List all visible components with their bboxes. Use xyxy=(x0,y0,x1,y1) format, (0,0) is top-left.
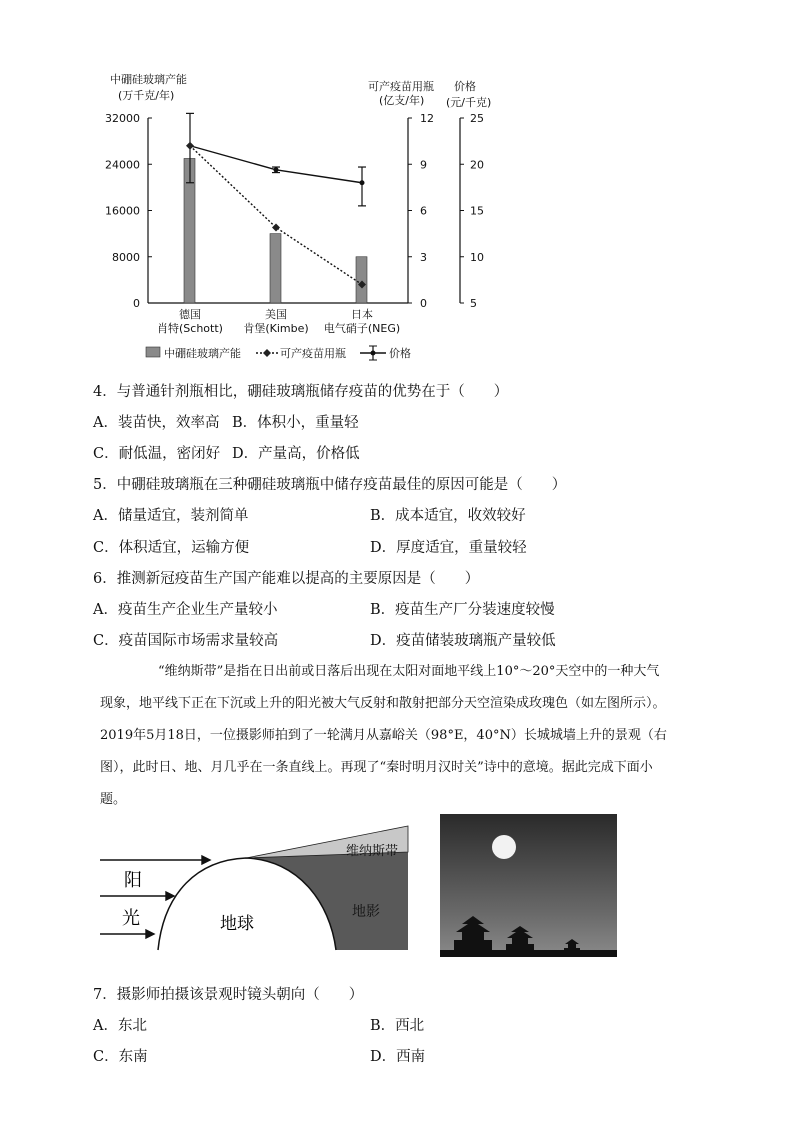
q7-option-c[interactable]: C．东南 xyxy=(93,1049,148,1065)
q7-option-a[interactable]: A．东北 xyxy=(93,1018,147,1034)
right-axis-tick-label: 5 xyxy=(470,297,477,310)
right-axis-tick-label: 10 xyxy=(470,250,484,264)
legend-vial-marker xyxy=(263,349,271,357)
legend-price-marker xyxy=(371,351,376,356)
q6-option-d[interactable]: D．疫苗储装玻璃瓶产量较低 xyxy=(370,633,556,649)
left-axis-tick-label: 16000 xyxy=(105,204,140,218)
sunlight-label-1: 阳 xyxy=(124,870,142,891)
left-axis-tick-label: 8000 xyxy=(112,250,140,264)
category-label-line1: 德国 xyxy=(179,308,201,321)
q7-option-b[interactable]: B．西北 xyxy=(370,1018,425,1034)
capacity-bar xyxy=(270,234,281,303)
q5-option-c[interactable]: C．体积适宜，运输方便 xyxy=(93,540,250,556)
left-axis-tick-label: 24000 xyxy=(105,158,140,172)
right-axis-tick-label: 20 xyxy=(470,158,484,172)
q6-option-c[interactable]: C．疫苗国际市场需求量较高 xyxy=(93,633,279,649)
capacity-chart xyxy=(0,0,794,370)
question-7-stem: 7．摄影师拍摄该景观时镜头朝向（ ） xyxy=(93,987,364,1003)
category-label-line1: 日本 xyxy=(351,308,373,321)
legend-bar-swatch xyxy=(146,347,160,357)
legend-bar-label: 中硼硅玻璃产能 xyxy=(164,347,241,360)
moon-photo xyxy=(440,814,617,957)
mid-axis-tick-label: 3 xyxy=(420,250,427,264)
right-axis-tick-label: 15 xyxy=(470,204,484,218)
right-axis-tick-label: 25 xyxy=(470,112,484,125)
earth-label: 地球 xyxy=(220,914,254,934)
q4-option-b[interactable]: B．体积小，重量轻 xyxy=(232,415,359,431)
category-label-line1: 美国 xyxy=(265,308,287,321)
sunlight-label-2: 光 xyxy=(122,908,140,929)
mid-axis-unit: (亿支/年) xyxy=(379,94,425,107)
q4-option-d[interactable]: D．产量高，价格低 xyxy=(232,446,360,462)
left-axis-tick-label: 32000 xyxy=(105,112,140,125)
vial-point xyxy=(186,142,194,150)
mid-axis-tick-label: 9 xyxy=(420,158,427,172)
q5-option-d[interactable]: D．厚度适宜，重量较轻 xyxy=(370,540,527,556)
legend-vial-label: 可产疫苗用瓶 xyxy=(280,347,346,360)
right-axis-unit: (元/千克) xyxy=(446,96,492,109)
passage-text xyxy=(100,656,670,816)
question-5-stem: 5．中硼硅玻璃瓶在三种硼硅玻璃瓶中储存疫苗最佳的原因可能是（ ） xyxy=(93,477,567,493)
mid-axis-tick-label: 12 xyxy=(420,112,434,125)
price-point xyxy=(360,180,365,185)
venus-belt-diagram xyxy=(98,822,412,956)
q4-option-a[interactable]: A．装苗快，效率高 xyxy=(93,415,220,431)
mid-axis-label: 可产疫苗用瓶 xyxy=(368,80,434,93)
q6-option-a[interactable]: A．疫苗生产企业生产量较小 xyxy=(93,602,278,618)
passage: “维纳斯带”是指在日出前或日落后出现在太阳对面地平线上10°～20°天空中的一种大气现象，地平线下正在下沉或上升的阳光被大气反射和散射把部分天空渲染成玫瑰色（如左图所示）。2019年5月18日，一位摄影师拍到了一轮满月从嘉峪关（98°E，40°N）长城城墙上升的景观（右图），此时日、地、月几乎在一条直线上。再现了“秦时明月汉时关”诗中的意境。据此完成下面小题。 xyxy=(100,664,667,807)
full-moon xyxy=(492,835,516,859)
left-axis-unit: (万千克/年) xyxy=(118,89,175,102)
right-axis-label: 价格 xyxy=(454,80,476,93)
belt-label: 维纳斯带 xyxy=(346,844,399,859)
q7-option-d[interactable]: D．西南 xyxy=(370,1049,426,1065)
question-4-stem: 4．与普通针剂瓶相比，硼硅玻璃瓶储存疫苗的优势在于（ ） xyxy=(93,384,509,400)
question-6-stem: 6．推测新冠疫苗生产国产能难以提高的主要原因是（ ） xyxy=(93,571,480,587)
vial-point xyxy=(272,223,280,231)
q4-option-c[interactable]: C．耐低温，密闭好 xyxy=(93,446,221,462)
price-point xyxy=(274,167,279,172)
mid-axis-tick-label: 0 xyxy=(420,297,427,310)
left-axis-label: 中硼硅玻璃产能 xyxy=(110,73,187,86)
category-label-line2: 肖特(Schott) xyxy=(157,322,223,335)
legend-price-label: 价格 xyxy=(389,347,411,360)
capacity-bar xyxy=(356,257,367,303)
price-series-line xyxy=(190,146,362,183)
q6-option-b[interactable]: B．疫苗生产厂分装速度较慢 xyxy=(370,602,555,618)
left-axis-tick-label: 0 xyxy=(133,297,140,310)
category-label-line2: 肯堡(Kimbe) xyxy=(243,322,309,335)
shadow-label: 地影 xyxy=(352,904,380,920)
q5-option-a[interactable]: A．储量适宜，装剂简单 xyxy=(93,508,249,524)
mid-axis-tick-label: 6 xyxy=(420,204,427,218)
q5-option-b[interactable]: B．成本适宜，收效较好 xyxy=(370,508,526,524)
category-label-line2: 电气硝子(NEG) xyxy=(323,322,401,335)
